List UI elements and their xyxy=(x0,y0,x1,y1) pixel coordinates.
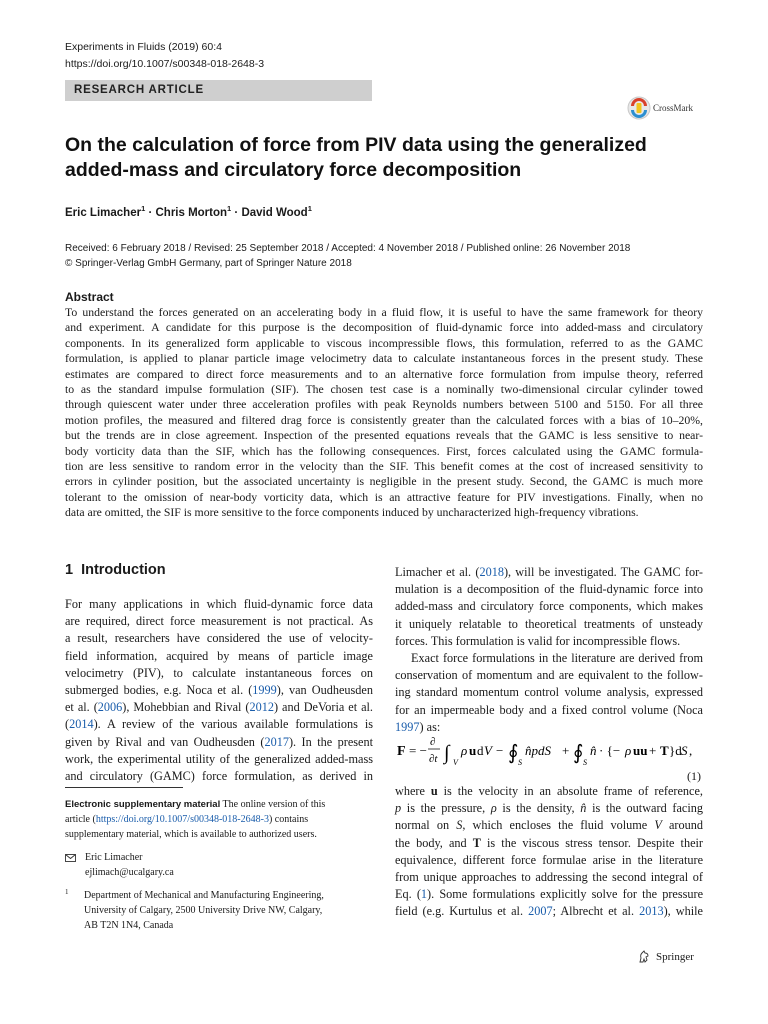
abstract-body xyxy=(65,305,703,520)
abstract-line: formulation, is applied to planar particle image velocimetry data to calculate instantaneous forces in the present study. These xyxy=(65,352,703,366)
author-name[interactable]: David Wood xyxy=(241,206,308,219)
body-text: conservation of momentum and are equivalent to the follow- xyxy=(395,668,703,683)
copyright-line: © Springer-Verlag GmbH Germany, part of Springer Nature 2018 xyxy=(65,258,352,269)
svg-text:}d: }d xyxy=(669,743,682,758)
affiliation xyxy=(65,888,324,933)
supp-link[interactable]: https://doi.org/10.1007/s00348-018-2648-3 xyxy=(95,814,269,825)
body-line xyxy=(65,596,373,613)
abstract-line: to as the standard impulse formulation (SIF). The chosen test case is a nominally two-dimensional circular cylinder towed xyxy=(65,382,703,396)
author-name[interactable]: Chris Morton xyxy=(155,206,228,219)
section-number: 1 xyxy=(65,562,74,578)
svg-text:d: d xyxy=(477,743,484,758)
body-text: For many applications in which fluid-dynamic force data xyxy=(65,597,373,611)
abstract-line: errors in cylinder position, but the associated uncertainty is negligible in the present study. Second, the GAMC is much more xyxy=(65,475,703,489)
svg-text:n̂: n̂ xyxy=(590,743,597,758)
body-text: normal on xyxy=(395,818,457,833)
body-line xyxy=(395,817,703,834)
abstract-line: motion profiles, the measured and filtered drag force is consistently greater than the calculated forces with a bias of 10–20%, xyxy=(65,413,703,427)
journal-doi[interactable]: https://doi.org/10.1007/s00348-018-2648-3 xyxy=(65,58,265,70)
body-text: p xyxy=(395,801,402,816)
body-line xyxy=(395,702,703,719)
body-text: velocimetry (PIV), to calculate instantaneous forces on xyxy=(65,665,373,680)
citation-link[interactable]: 2013 xyxy=(639,904,664,919)
section-heading-introduction xyxy=(65,562,166,578)
body-line xyxy=(395,835,703,852)
publisher-mark xyxy=(637,950,694,964)
body-text: and circulatory (GAMC) force formulation, as derived in xyxy=(65,768,373,783)
svg-text:∂t: ∂t xyxy=(429,753,438,765)
body-text: ρ xyxy=(490,801,497,816)
body-text: added-mass and circulatory force components, which makes xyxy=(395,599,703,614)
crossmark-badge[interactable] xyxy=(627,94,707,122)
body-text: is the velocity in an absolute frame of reference, xyxy=(437,784,703,798)
body-text: ; Albrecht et al. xyxy=(552,904,640,919)
body-text: ( xyxy=(65,717,70,732)
body-line xyxy=(65,768,373,785)
affiliation-line: AB T2N 1N4, Canada xyxy=(84,920,174,931)
publication-dates xyxy=(65,241,630,271)
crossmark-label: CrossMark xyxy=(653,103,693,113)
body-text: ), Mohebbian and Rival ( xyxy=(122,700,250,715)
abstract-line: To understand the forces generated on an accelerating body in a fluid flow, it is useful to have the same framework for theory xyxy=(65,306,703,319)
abstract-line: but the trends are in close agreement. Inspection of the presented equations reveals that the GAMC is less sensitive to near- xyxy=(65,429,703,443)
citation-link[interactable]: 2014 xyxy=(69,717,94,732)
body-text: Limacher et al. ( xyxy=(395,565,480,579)
body-line xyxy=(65,665,373,682)
body-line xyxy=(395,684,703,701)
journal-header xyxy=(65,39,264,73)
body-text: ) and DeVoria et al. xyxy=(273,700,373,715)
footnote-divider xyxy=(65,787,183,788)
body-text: is the density, xyxy=(496,801,581,816)
citation-link[interactable]: 2006 xyxy=(97,700,123,715)
body-text: et al. ( xyxy=(65,700,98,715)
body-text: is the pressure, xyxy=(401,801,491,816)
body-text: u xyxy=(430,784,438,798)
body-text: work, the experimental utility of the generalized added-mass xyxy=(65,751,373,766)
body-line xyxy=(65,699,373,716)
body-text: the body, and xyxy=(395,835,473,850)
svg-text:V: V xyxy=(484,743,492,758)
svg-text:ρ: ρ xyxy=(625,743,632,758)
body-text: around xyxy=(661,818,703,833)
body-line xyxy=(395,598,703,615)
svg-text:n̂pdS: n̂pdS xyxy=(525,743,551,758)
supplementary-note xyxy=(65,797,375,842)
intro-right-column-top xyxy=(395,564,703,736)
abstract-heading: Abstract xyxy=(65,290,114,304)
body-text: a result, researchers have considered the use of velocity- xyxy=(65,631,373,646)
abstract-line: through quiescent water under three acceleration profiles with peak Reynolds numbers between 5100 and 5150. For all three xyxy=(65,398,703,412)
body-line xyxy=(65,613,373,630)
citation-link[interactable]: 2007 xyxy=(528,904,553,919)
body-text: ), will be investigated. The GAMC for- xyxy=(503,565,703,579)
body-line xyxy=(395,886,703,903)
publication-history: Received: 6 February 2018 / Revised: 25 September 2018 / Accepted: 4 November 2018 / Published online: 26 November 2018 xyxy=(65,243,631,254)
body-text: ), while xyxy=(663,904,703,919)
body-line xyxy=(395,633,703,650)
crossmark-icon xyxy=(627,96,651,120)
author-separator: · xyxy=(231,206,242,219)
body-text: T xyxy=(472,835,481,850)
body-text: field (e.g. Kurtulus et al. xyxy=(395,904,529,919)
svg-text:S: S xyxy=(583,758,587,767)
body-line xyxy=(395,564,703,581)
body-text: , which encloses the fluid volume xyxy=(462,818,655,833)
body-text: submerged bodies, e.g. Noca et al. ( xyxy=(65,682,253,697)
citation-link[interactable]: 2018 xyxy=(479,565,504,579)
body-text: ), van Oudheusden xyxy=(276,682,373,697)
body-line xyxy=(395,581,703,598)
citation-link[interactable]: 1999 xyxy=(252,682,277,697)
intro-right-column-bottom xyxy=(395,783,703,921)
paper-title: On the calculation of force from PIV data using the generalized added-mass and circulatory force decomposition xyxy=(65,134,647,181)
citation-link[interactable]: 1997 xyxy=(395,719,420,734)
abstract-line: body vorticity data than the SIF, which has the following consequences. First, forces calculated using the GAMC formula- xyxy=(65,444,703,458)
svg-text:ρ: ρ xyxy=(461,743,468,758)
supp-text: The online version of this xyxy=(220,799,326,810)
body-line xyxy=(395,852,703,869)
body-line xyxy=(65,716,373,733)
supp-label: Electronic supplementary material xyxy=(65,799,221,810)
body-line xyxy=(65,682,373,699)
abstract-line: tion are less sensitive to random error in the velocity than the SIF. This benefit comes at the cost of increased sensitivity to xyxy=(65,459,703,473)
body-line xyxy=(395,903,703,920)
springer-horse-icon xyxy=(637,950,651,964)
citation-link[interactable]: 2017 xyxy=(264,734,289,749)
body-line xyxy=(65,734,373,751)
abstract-line: data are omitted, the SIF is more sensitive to the force components induced by uncharacterized high-frequency vibrations. xyxy=(65,506,639,520)
body-line xyxy=(395,783,703,800)
body-text: given by Rival and van Oudheusden ( xyxy=(65,734,265,749)
affiliation-line: Department of Mechanical and Manufacturing Engineering, xyxy=(84,890,324,901)
body-text: Exact force formulations in the literature are derived from xyxy=(395,650,703,665)
equation-1 xyxy=(397,733,703,781)
body-line xyxy=(395,800,703,817)
body-text: mulation is a decomposition of the fluid-dynamic force into xyxy=(395,582,703,597)
body-text: V xyxy=(654,818,662,833)
svg-text:+: + xyxy=(649,743,657,758)
svg-text:· {−: · {− xyxy=(599,743,621,758)
svg-text:+: + xyxy=(562,743,570,758)
supp-text: supplementary material, which is available to authorized users. xyxy=(65,829,317,840)
svg-text:u: u xyxy=(469,743,477,758)
affiliation-line: University of Calgary, 2500 University Drive NW, Calgary, xyxy=(84,905,323,916)
author-list xyxy=(65,204,312,219)
svg-text:S: S xyxy=(681,743,688,758)
svg-text:V: V xyxy=(453,758,458,767)
body-text: S xyxy=(456,818,463,833)
citation-link[interactable]: 2012 xyxy=(249,700,274,715)
body-text: ) as: xyxy=(419,719,441,734)
body-text: it uniquely relatable to theoretical treatments of unsteady xyxy=(395,616,703,631)
citation-link[interactable]: 1 xyxy=(420,887,428,902)
envelope-icon xyxy=(65,854,76,862)
affiliation-number: 1 xyxy=(65,888,69,896)
body-line xyxy=(65,751,373,768)
body-line xyxy=(65,630,373,647)
body-text: ). A review of the various available formulations is xyxy=(93,717,373,732)
author-name[interactable]: Eric Limacher xyxy=(65,206,142,219)
body-line xyxy=(65,648,373,665)
abstract-line: tolerant to the omission of near-body vorticity data, which is an attractive feature for PIV investigations. Finally, when no xyxy=(65,490,703,504)
body-text: ). Some formulations explicitly solve for the pressure xyxy=(427,887,704,902)
author-affiliation-mark: 1 xyxy=(227,204,232,213)
equation-formula xyxy=(397,733,697,769)
svg-text:= −: = − xyxy=(409,743,427,758)
body-line xyxy=(395,616,703,633)
supp-text: ) contains xyxy=(268,814,309,825)
body-line xyxy=(395,869,703,886)
body-text: for an impermeable body and a fixed control volume (Noca xyxy=(395,702,703,717)
contact-email[interactable]: ejlimach@ucalgary.ca xyxy=(85,867,174,878)
svg-text:−: − xyxy=(496,743,504,758)
body-text: field information, acquired by means of particle image xyxy=(65,648,373,663)
body-text: is the viscous stress tensor. Despite their xyxy=(480,835,703,850)
supp-text: article ( xyxy=(65,814,96,825)
body-text: forces. This formulation is valid for incompressible flows. xyxy=(395,633,681,648)
body-text: are required, direct force measurement is not practical. As xyxy=(65,614,373,629)
body-text: is the outward facing xyxy=(586,801,703,816)
body-text: Eq. ( xyxy=(395,887,421,902)
abstract-line: components. In its generalized form applicable to viscous incompressible flows, this formulation, referred to as the GAMC xyxy=(65,336,703,350)
svg-text:S: S xyxy=(518,758,522,767)
body-text: from unique approaches to addressing the second integral of xyxy=(395,869,703,884)
abstract-line: estimates are compared to direct force measurements and to an alternative force formulation from impulse theory, referred xyxy=(65,367,703,381)
publisher-name: Springer xyxy=(656,951,694,963)
svg-text:∂: ∂ xyxy=(430,736,436,748)
body-text: where xyxy=(395,784,431,798)
corresponding-author xyxy=(65,850,174,880)
body-line xyxy=(395,650,703,667)
author-affiliation-mark: 1 xyxy=(141,204,146,213)
author-separator: · xyxy=(145,206,156,219)
contact-name: Eric Limacher xyxy=(85,852,143,863)
svg-text:F: F xyxy=(397,744,406,759)
svg-text:T: T xyxy=(660,743,669,758)
article-type-banner: RESEARCH ARTICLE xyxy=(65,80,372,101)
svg-text:∮: ∮ xyxy=(573,742,584,764)
section-title: Introduction xyxy=(81,562,166,578)
intro-left-column xyxy=(65,596,373,785)
body-text: equivalence, different force formulae arise in the literature xyxy=(395,852,703,867)
body-text: ing standard momentum control volume analysis, expressed xyxy=(395,685,703,700)
body-line xyxy=(395,667,703,684)
svg-text:uu: uu xyxy=(633,743,648,758)
body-text: n̂ xyxy=(580,801,587,816)
svg-text:∮: ∮ xyxy=(508,742,519,764)
svg-text:,: , xyxy=(689,743,693,758)
abstract-line: and experiment. A candidate for this purpose is the decomposition of fluid-dynamic force into added-mass and circulatory xyxy=(65,321,703,335)
svg-text:∫: ∫ xyxy=(444,742,450,764)
author-affiliation-mark: 1 xyxy=(307,204,312,213)
equation-number: (1) xyxy=(687,769,701,783)
body-text: ). In the present xyxy=(288,734,373,749)
journal-citation: Experiments in Fluids (2019) 60:4 xyxy=(65,41,222,53)
